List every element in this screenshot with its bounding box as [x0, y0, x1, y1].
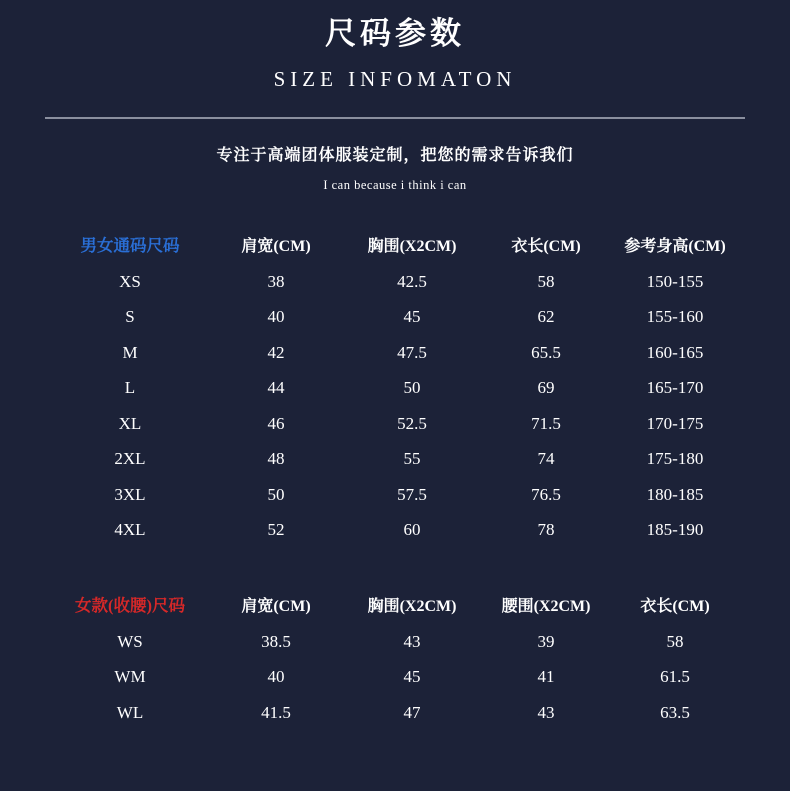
cell-height: 185-190: [646, 520, 704, 540]
cell-shoulder: 38: [267, 271, 285, 291]
cell-size: WM: [114, 667, 146, 687]
cell-length: 58: [666, 631, 684, 651]
women-header-waist: 腰围(X2CM): [501, 597, 591, 615]
cell-length: 78: [537, 520, 555, 540]
cell-waist: 43: [537, 702, 555, 722]
cell-chest: 43: [403, 631, 421, 651]
page-title: 尺码参数: [325, 16, 465, 51]
cell-chest: 42.5: [397, 271, 427, 291]
table-header-row: [50, 584, 740, 624]
cell-height: 155-160: [646, 307, 704, 327]
page-title-en: SIZE INFOMATON: [273, 67, 517, 91]
women-header-shoulder: 肩宽(CM): [241, 597, 311, 615]
women-table-body: [50, 624, 740, 731]
cell-chest: 47: [403, 702, 421, 722]
cell-chest: 60: [403, 520, 421, 540]
subtitle-cn: 专注于高端团体服装定制，把您的需求告诉我们: [216, 147, 574, 164]
unisex-header-shoulder: 肩宽(CM): [241, 237, 311, 255]
cell-shoulder: 50: [267, 484, 285, 504]
cell-shoulder: 52: [267, 520, 285, 540]
unisex-header-length: 衣长(CM): [511, 237, 581, 255]
cell-height: 175-180: [646, 449, 704, 469]
table-row: [50, 406, 740, 442]
cell-length: 65.5: [531, 342, 561, 362]
cell-shoulder: 46: [267, 413, 285, 433]
women-header-size: 女款(收腰)尺码: [75, 596, 185, 615]
women-size-table: [50, 584, 740, 731]
cell-size: WS: [117, 631, 143, 651]
unisex-table-head: [50, 224, 740, 264]
cell-shoulder: 40: [267, 667, 285, 687]
cell-length: 71.5: [531, 413, 561, 433]
cell-height: 180-185: [646, 484, 704, 504]
cell-length: 63.5: [660, 702, 690, 722]
cell-shoulder: 40: [267, 307, 285, 327]
women-header-length: 衣长(CM): [640, 597, 710, 615]
table-header-row: [50, 224, 740, 264]
cell-size: S: [125, 307, 135, 327]
cell-height: 170-175: [646, 413, 704, 433]
unisex-table-body: [50, 264, 740, 548]
cell-length: 74: [537, 449, 555, 469]
cell-size: 3XL: [114, 484, 146, 504]
cell-size: WL: [116, 702, 144, 722]
cell-size: L: [124, 378, 136, 398]
unisex-header-chest: 胸围(X2CM): [367, 237, 457, 255]
cell-length: 69: [537, 378, 555, 398]
cell-chest: 57.5: [397, 484, 427, 504]
cell-size: 2XL: [114, 449, 146, 469]
cell-chest: 55: [403, 449, 421, 469]
unisex-header-size: 男女通码尺码: [80, 236, 180, 255]
table-row: [50, 300, 740, 336]
page-header: [0, 0, 790, 92]
table-row: [50, 264, 740, 300]
cell-shoulder: 44: [267, 378, 285, 398]
cell-shoulder: 38.5: [261, 631, 291, 651]
table-row: [50, 335, 740, 371]
table-row: [50, 513, 740, 549]
unisex-size-table: [50, 224, 740, 548]
cell-height: 165-170: [646, 378, 704, 398]
cell-shoulder: 48: [267, 449, 285, 469]
cell-size: XL: [118, 413, 142, 433]
cell-chest: 50: [403, 378, 421, 398]
header-divider: [45, 117, 745, 119]
cell-size: M: [122, 342, 138, 362]
unisex-header-height: 参考身高(CM): [624, 237, 726, 255]
women-header-chest: 胸围(X2CM): [367, 597, 457, 615]
cell-waist: 41: [537, 667, 555, 687]
cell-height: 150-155: [646, 271, 704, 291]
table-row: [50, 477, 740, 513]
cell-chest: 45: [403, 307, 421, 327]
cell-size: 4XL: [114, 520, 146, 540]
cell-chest: 52.5: [397, 413, 427, 433]
cell-shoulder: 42: [267, 342, 285, 362]
cell-shoulder: 41.5: [261, 702, 291, 722]
table-row: [50, 624, 740, 660]
cell-length: 62: [537, 307, 555, 327]
cell-length: 61.5: [660, 667, 690, 687]
subtitle-en: I can because i think i can: [323, 178, 467, 192]
cell-waist: 39: [537, 631, 555, 651]
table-row: [50, 695, 740, 731]
cell-chest: 47.5: [397, 342, 427, 362]
cell-size: XS: [119, 271, 141, 291]
table-row: [50, 371, 740, 407]
women-table-head: [50, 584, 740, 624]
cell-chest: 45: [403, 667, 421, 687]
cell-length: 76.5: [531, 484, 561, 504]
cell-length: 58: [537, 271, 555, 291]
table-row: [50, 660, 740, 696]
cell-height: 160-165: [646, 342, 704, 362]
table-row: [50, 442, 740, 478]
